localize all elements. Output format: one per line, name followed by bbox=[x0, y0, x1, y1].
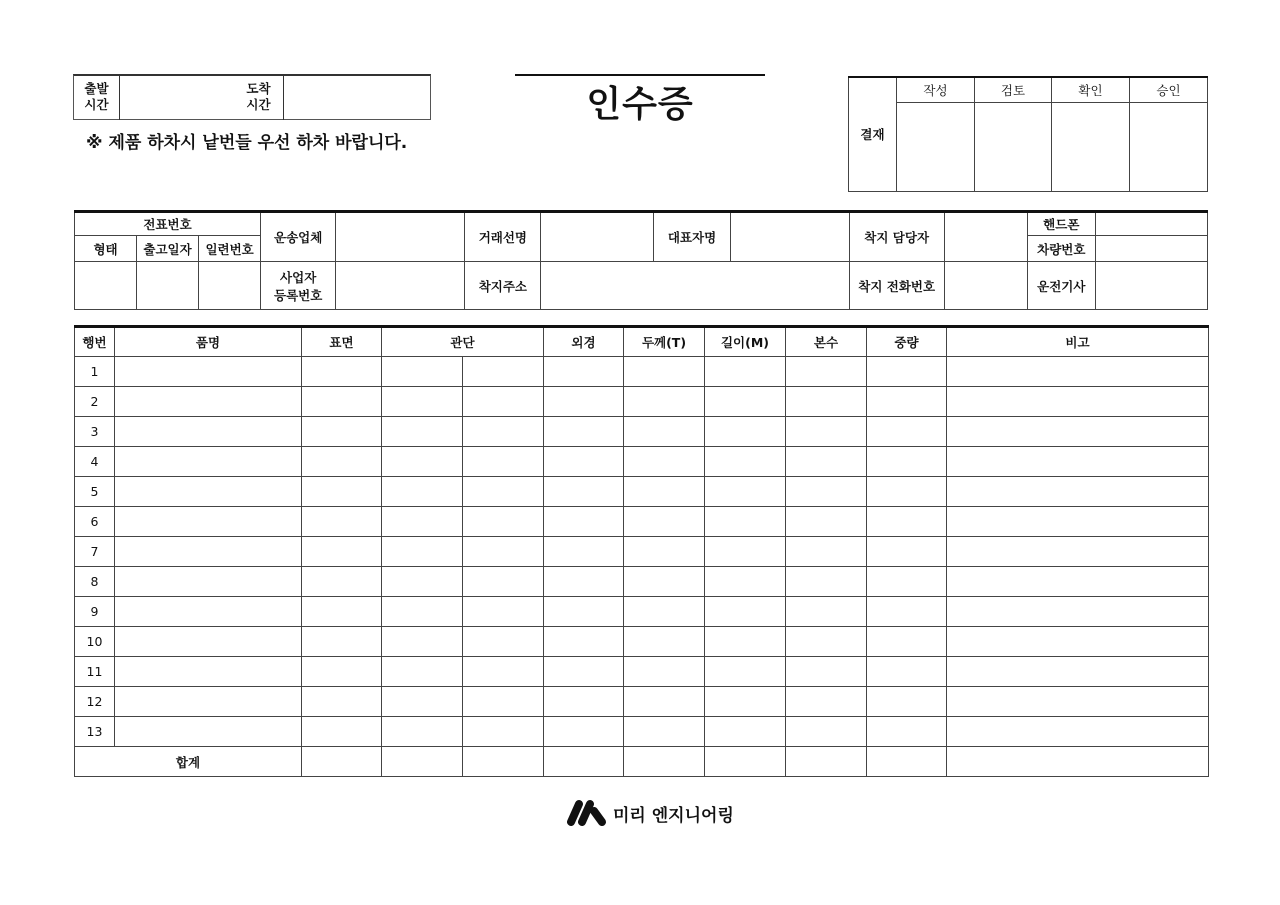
cell-pipe-end-b[interactable] bbox=[463, 657, 544, 687]
cell-pipe-end-b[interactable] bbox=[463, 417, 544, 447]
slip-no-label: 전표번호 bbox=[75, 212, 261, 236]
total-outer-diameter[interactable] bbox=[544, 747, 624, 777]
table-row bbox=[75, 477, 1209, 507]
row-number: 11 bbox=[75, 657, 115, 687]
cell-surface[interactable] bbox=[302, 597, 382, 627]
total-count[interactable] bbox=[786, 747, 867, 777]
cell-outer-diameter[interactable] bbox=[544, 537, 624, 567]
cell-remarks[interactable] bbox=[947, 357, 1209, 387]
cell-length[interactable] bbox=[705, 387, 786, 417]
cell-remarks[interactable] bbox=[947, 477, 1209, 507]
cell-length[interactable] bbox=[705, 687, 786, 717]
row-number: 3 bbox=[75, 417, 115, 447]
approval-col-approve: 승인 bbox=[1130, 77, 1208, 102]
client-name-label: 거래선명 bbox=[465, 212, 541, 262]
shipment-info-table bbox=[74, 210, 1208, 310]
cell-count[interactable] bbox=[786, 387, 867, 417]
cell-surface[interactable] bbox=[302, 657, 382, 687]
cell-surface[interactable] bbox=[302, 687, 382, 717]
cell-weight[interactable] bbox=[867, 597, 947, 627]
cell-pipe-end-b[interactable] bbox=[463, 627, 544, 657]
cell-item-name[interactable] bbox=[115, 687, 302, 717]
arrival-label-line1: 도착 bbox=[246, 80, 271, 96]
row-number: 10 bbox=[75, 627, 115, 657]
company-name: 미리 엔지니어링 bbox=[613, 805, 734, 826]
cell-thickness[interactable] bbox=[624, 477, 705, 507]
table-row bbox=[75, 657, 1209, 687]
cell-length[interactable] bbox=[705, 447, 786, 477]
cell-count[interactable] bbox=[786, 717, 867, 747]
biz-reg-label-line1: 사업자 bbox=[280, 269, 317, 285]
cell-length[interactable] bbox=[705, 657, 786, 687]
total-pipe-end-b[interactable] bbox=[463, 747, 544, 777]
cell-item-name[interactable] bbox=[115, 567, 302, 597]
arrival-label-line2: 시간 bbox=[246, 97, 271, 112]
cell-count[interactable] bbox=[786, 477, 867, 507]
page-title: 인수증 bbox=[586, 84, 694, 125]
unloading-notice: ※ 제품 하차시 낱번들 우선 하차 바랍니다. bbox=[86, 133, 408, 153]
cell-thickness[interactable] bbox=[624, 357, 705, 387]
cell-pipe-end-b[interactable] bbox=[463, 357, 544, 387]
cell-thickness[interactable] bbox=[624, 567, 705, 597]
cell-remarks[interactable] bbox=[947, 657, 1209, 687]
approval-table bbox=[848, 76, 1208, 192]
cell-length[interactable] bbox=[705, 627, 786, 657]
ship-date-label: 출고일자 bbox=[137, 236, 199, 262]
total-length[interactable] bbox=[705, 747, 786, 777]
cell-pipe-end-b[interactable] bbox=[463, 567, 544, 597]
cell-length[interactable] bbox=[705, 417, 786, 447]
total-surface[interactable] bbox=[302, 747, 382, 777]
cell-count[interactable] bbox=[786, 687, 867, 717]
cell-thickness[interactable] bbox=[624, 657, 705, 687]
cell-pipe-end-b[interactable] bbox=[463, 687, 544, 717]
sign-box-approve[interactable] bbox=[1130, 102, 1208, 191]
cell-item-name[interactable] bbox=[115, 387, 302, 417]
cell-count[interactable] bbox=[786, 657, 867, 687]
table-row bbox=[75, 537, 1209, 567]
cell-surface[interactable] bbox=[302, 627, 382, 657]
dest-contact-label: 착지 담당자 bbox=[849, 212, 944, 262]
row-number: 2 bbox=[75, 387, 115, 417]
sign-box-confirm[interactable] bbox=[1052, 102, 1130, 191]
cell-count[interactable] bbox=[786, 597, 867, 627]
row-number: 13 bbox=[75, 717, 115, 747]
cell-surface[interactable] bbox=[302, 447, 382, 477]
cell-thickness[interactable] bbox=[624, 597, 705, 627]
dest-address-field[interactable] bbox=[541, 262, 849, 310]
driver-label: 운전기사 bbox=[1027, 262, 1095, 310]
dest-phone-field[interactable] bbox=[944, 262, 1027, 310]
cell-pipe-end-a[interactable] bbox=[382, 417, 463, 447]
cell-thickness[interactable] bbox=[624, 717, 705, 747]
ship-date-field[interactable] bbox=[137, 262, 199, 310]
table-row bbox=[75, 597, 1209, 627]
cell-outer-diameter[interactable] bbox=[544, 567, 624, 597]
row-number: 9 bbox=[75, 597, 115, 627]
departure-time-field[interactable] bbox=[120, 76, 230, 118]
cell-pipe-end-a[interactable] bbox=[382, 657, 463, 687]
cell-pipe-end-a[interactable] bbox=[382, 477, 463, 507]
cell-surface[interactable] bbox=[302, 387, 382, 417]
cell-surface[interactable] bbox=[302, 537, 382, 567]
cell-outer-diameter[interactable] bbox=[544, 477, 624, 507]
cell-thickness[interactable] bbox=[624, 627, 705, 657]
cell-item-name[interactable] bbox=[115, 417, 302, 447]
cell-pipe-end-b[interactable] bbox=[463, 447, 544, 477]
cell-remarks[interactable] bbox=[947, 717, 1209, 747]
cell-weight[interactable] bbox=[867, 687, 947, 717]
cell-pipe-end-a[interactable] bbox=[382, 567, 463, 597]
cell-pipe-end-a[interactable] bbox=[382, 687, 463, 717]
cell-item-name[interactable] bbox=[115, 447, 302, 477]
cell-item-name[interactable] bbox=[115, 597, 302, 627]
row-number: 5 bbox=[75, 477, 115, 507]
cell-weight[interactable] bbox=[867, 357, 947, 387]
table-row bbox=[75, 687, 1209, 717]
cell-item-name[interactable] bbox=[115, 357, 302, 387]
header-row-no: 행번 bbox=[75, 327, 115, 357]
cell-pipe-end-a[interactable] bbox=[382, 507, 463, 537]
cell-outer-diameter[interactable] bbox=[544, 357, 624, 387]
cell-item-name[interactable] bbox=[115, 657, 302, 687]
cell-remarks[interactable] bbox=[947, 417, 1209, 447]
cell-pipe-end-b[interactable] bbox=[463, 597, 544, 627]
cell-surface[interactable] bbox=[302, 507, 382, 537]
row-number: 4 bbox=[75, 447, 115, 477]
cell-pipe-end-b[interactable] bbox=[463, 537, 544, 567]
driver-field[interactable] bbox=[1095, 262, 1207, 310]
row-number: 8 bbox=[75, 567, 115, 597]
total-thickness[interactable] bbox=[624, 747, 705, 777]
biz-reg-label bbox=[261, 262, 336, 310]
cell-outer-diameter[interactable] bbox=[544, 507, 624, 537]
cell-length[interactable] bbox=[705, 597, 786, 627]
mobile-label: 핸드폰 bbox=[1027, 212, 1095, 236]
table-row bbox=[75, 387, 1209, 417]
vehicle-no-field[interactable] bbox=[1095, 236, 1207, 262]
cell-length[interactable] bbox=[705, 477, 786, 507]
cell-outer-diameter[interactable] bbox=[544, 597, 624, 627]
cell-surface[interactable] bbox=[302, 417, 382, 447]
dest-address-label: 착지주소 bbox=[465, 262, 541, 310]
approval-col-write: 작성 bbox=[897, 77, 975, 102]
cell-remarks[interactable] bbox=[947, 447, 1209, 477]
cell-remarks[interactable] bbox=[947, 627, 1209, 657]
cell-count[interactable] bbox=[786, 567, 867, 597]
total-pipe-end-a[interactable] bbox=[382, 747, 463, 777]
type-label: 형태 bbox=[75, 236, 137, 262]
dest-phone-label: 착지 전화번호 bbox=[849, 262, 944, 310]
cell-outer-diameter[interactable] bbox=[544, 717, 624, 747]
cell-pipe-end-b[interactable] bbox=[463, 717, 544, 747]
cell-surface[interactable] bbox=[302, 567, 382, 597]
cell-pipe-end-a[interactable] bbox=[382, 387, 463, 417]
cell-weight[interactable] bbox=[867, 567, 947, 597]
table-row bbox=[75, 417, 1209, 447]
cell-weight[interactable] bbox=[867, 477, 947, 507]
cell-item-name[interactable] bbox=[115, 477, 302, 507]
cell-outer-diameter[interactable] bbox=[544, 627, 624, 657]
row-number: 1 bbox=[75, 357, 115, 387]
approval-label: 결재 bbox=[849, 77, 897, 191]
cell-count[interactable] bbox=[786, 537, 867, 567]
cell-count[interactable] bbox=[786, 417, 867, 447]
cell-weight[interactable] bbox=[867, 417, 947, 447]
header-weight: 중량 bbox=[867, 327, 947, 357]
items-header-row bbox=[75, 327, 1209, 357]
serial-no-label: 일련번호 bbox=[199, 236, 261, 262]
carrier-label: 운송업체 bbox=[261, 212, 336, 262]
cell-remarks[interactable] bbox=[947, 507, 1209, 537]
sign-box-write[interactable] bbox=[897, 102, 975, 191]
cell-outer-diameter[interactable] bbox=[544, 387, 624, 417]
cell-surface[interactable] bbox=[302, 357, 382, 387]
cell-length[interactable] bbox=[705, 357, 786, 387]
approval-col-confirm: 확인 bbox=[1052, 77, 1130, 102]
cell-thickness[interactable] bbox=[624, 447, 705, 477]
mobile-field[interactable] bbox=[1095, 212, 1207, 236]
table-row bbox=[75, 567, 1209, 597]
cell-surface[interactable] bbox=[302, 477, 382, 507]
approval-col-review: 검토 bbox=[975, 77, 1052, 102]
total-row bbox=[75, 747, 1209, 777]
total-remarks[interactable] bbox=[947, 747, 1209, 777]
arrival-time-label bbox=[236, 76, 281, 118]
table-row bbox=[75, 627, 1209, 657]
cell-outer-diameter[interactable] bbox=[544, 447, 624, 477]
cell-remarks[interactable] bbox=[947, 597, 1209, 627]
table-row bbox=[75, 717, 1209, 747]
cell-pipe-end-b[interactable] bbox=[463, 507, 544, 537]
header-remarks: 비고 bbox=[947, 327, 1209, 357]
type-field[interactable] bbox=[75, 262, 137, 310]
company-logo bbox=[566, 798, 734, 828]
cell-remarks[interactable] bbox=[947, 537, 1209, 567]
header-thickness: 두께(T) bbox=[624, 327, 705, 357]
table-row bbox=[75, 447, 1209, 477]
biz-reg-label-line2: 등록번호 bbox=[274, 287, 323, 303]
serial-no-field[interactable] bbox=[199, 262, 261, 310]
cell-pipe-end-a[interactable] bbox=[382, 597, 463, 627]
cell-pipe-end-a[interactable] bbox=[382, 717, 463, 747]
cell-remarks[interactable] bbox=[947, 687, 1209, 717]
table-row bbox=[75, 357, 1209, 387]
cell-outer-diameter[interactable] bbox=[544, 657, 624, 687]
arrival-time-field[interactable] bbox=[284, 76, 430, 118]
departure-time-label bbox=[74, 76, 119, 118]
cell-length[interactable] bbox=[705, 507, 786, 537]
cell-weight[interactable] bbox=[867, 717, 947, 747]
cell-length[interactable] bbox=[705, 537, 786, 567]
cell-item-name[interactable] bbox=[115, 627, 302, 657]
total-weight[interactable] bbox=[867, 747, 947, 777]
carrier-field[interactable] bbox=[336, 212, 465, 262]
cell-pipe-end-a[interactable] bbox=[382, 447, 463, 477]
header-length: 길이(M) bbox=[705, 327, 786, 357]
cell-remarks[interactable] bbox=[947, 567, 1209, 597]
cell-thickness[interactable] bbox=[624, 417, 705, 447]
vehicle-no-label: 차량번호 bbox=[1027, 236, 1095, 262]
cell-thickness[interactable] bbox=[624, 537, 705, 567]
cell-remarks[interactable] bbox=[947, 387, 1209, 417]
representative-label: 대표자명 bbox=[654, 212, 730, 262]
cell-weight[interactable] bbox=[867, 627, 947, 657]
departure-label-line1: 출발 bbox=[84, 80, 109, 96]
header-count: 본수 bbox=[786, 327, 867, 357]
cell-outer-diameter[interactable] bbox=[544, 417, 624, 447]
representative-field[interactable] bbox=[730, 212, 849, 262]
biz-reg-field[interactable] bbox=[336, 262, 465, 310]
row-number: 6 bbox=[75, 507, 115, 537]
cell-count[interactable] bbox=[786, 627, 867, 657]
cell-weight[interactable] bbox=[867, 537, 947, 567]
cell-thickness[interactable] bbox=[624, 687, 705, 717]
cell-pipe-end-a[interactable] bbox=[382, 357, 463, 387]
sign-box-review[interactable] bbox=[975, 102, 1052, 191]
cell-count[interactable] bbox=[786, 447, 867, 477]
table-row bbox=[75, 507, 1209, 537]
cell-item-name[interactable] bbox=[115, 717, 302, 747]
cell-item-name[interactable] bbox=[115, 507, 302, 537]
cell-surface[interactable] bbox=[302, 717, 382, 747]
cell-weight[interactable] bbox=[867, 447, 947, 477]
row-number: 7 bbox=[75, 537, 115, 567]
cell-length[interactable] bbox=[705, 567, 786, 597]
cell-weight[interactable] bbox=[867, 507, 947, 537]
items-table bbox=[74, 325, 1209, 777]
dest-contact-field[interactable] bbox=[944, 212, 1027, 262]
header-outer-diameter: 외경 bbox=[544, 327, 624, 357]
client-name-field[interactable] bbox=[541, 212, 654, 262]
cell-pipe-end-b[interactable] bbox=[463, 387, 544, 417]
row-number: 12 bbox=[75, 687, 115, 717]
cell-pipe-end-a[interactable] bbox=[382, 537, 463, 567]
cell-pipe-end-a[interactable] bbox=[382, 627, 463, 657]
total-label: 합계 bbox=[75, 747, 302, 777]
cell-pipe-end-b[interactable] bbox=[463, 477, 544, 507]
cell-count[interactable] bbox=[786, 357, 867, 387]
cell-weight[interactable] bbox=[867, 387, 947, 417]
header-item-name: 품명 bbox=[115, 327, 302, 357]
cell-count[interactable] bbox=[786, 507, 867, 537]
cell-length[interactable] bbox=[705, 717, 786, 747]
header-surface: 표면 bbox=[302, 327, 382, 357]
departure-label-line2: 시간 bbox=[84, 97, 109, 112]
cell-weight[interactable] bbox=[867, 657, 947, 687]
cell-outer-diameter[interactable] bbox=[544, 687, 624, 717]
cell-item-name[interactable] bbox=[115, 537, 302, 567]
cell-thickness[interactable] bbox=[624, 387, 705, 417]
company-logo-icon bbox=[566, 799, 608, 827]
cell-thickness[interactable] bbox=[624, 507, 705, 537]
header-pipe-end: 관단 bbox=[382, 327, 544, 357]
